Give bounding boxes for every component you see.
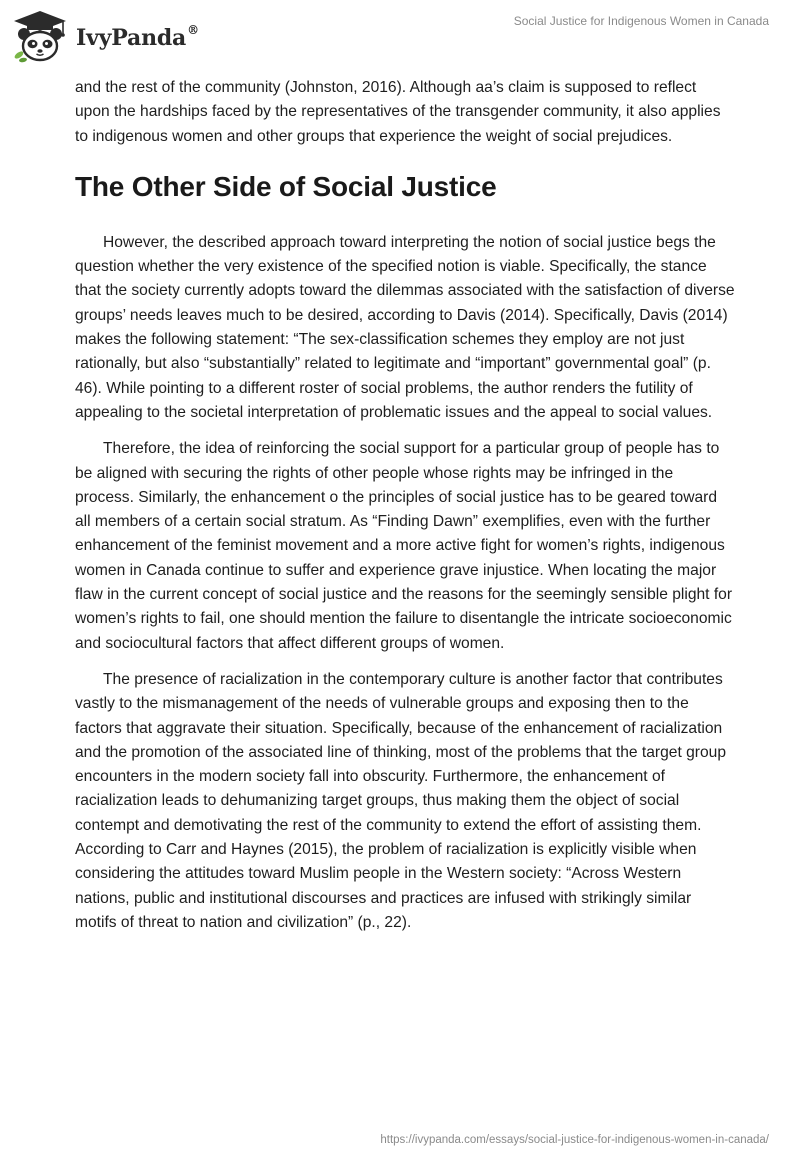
paragraph: However, the described approach toward interpreting the notion of social justice begs the question whether the very existence of the specified notion is viable. Specifically, the stance that the society currently adopts toward the dilemmas associated with the satisfaction of diverse groups’ needs leaves much to be desired, according to Davis (2014). Specifically, Davis (2014) makes the following statement: “The sex-classification schemes they employ are not just rationally, but also “substantially” related to legitimate and “important” governmental goal” (p. 46). While pointing to a different roster of social problems, the author renders the futility of appealing to the societal interpretation of problematic issues and the appeal to social values. [75,233,735,421]
source-url[interactable]: https://ivypanda.com/essays/social-justice-for-indigenous-women-in-canada/ [380,1134,769,1146]
running-title: Social Justice for Indigenous Women in Canada [513,14,769,28]
lead-paragraph: and the rest of the community (Johnston, 2016). Although aa’s claim is supposed to reflect upon the hardships faced by the representatives of the transgender community, it also applies to indigenous women and other groups that experience the weight of social prejudices. [75,79,721,145]
paragraph: Therefore, the idea of reinforcing the social support for a particular group of people has to be aligned with securing the rights of other people whose rights may be infringed in the process. Similarly, the enhancement o the principles of social justice has to be geared toward all members of a certain social stratum. As “Finding Dawn” exemplifies, even with the further enhancement of the feminist movement and a more active fight for women’s rights, indigenous women in Canada continue to suffer and experience grave injustice. When locating the major flaw in the current concept of social justice and the reasons for the seemingly sensible plight for women’s rights to fail, one should mention the failure to disentangle the intricate socioeconomic and sociocultural factors that affect different groups of women. [75,440,733,652]
brand-logo[interactable] [10,8,199,64]
article-body [75,76,735,947]
paragraph: The presence of racialization in the contemporary culture is another factor that contributes vastly to the mismanagement of the needs of vulnerable groups and exposing then to the factors that aggravate their situation. Specifically, because of the enhancement of racialization and the promotion of the associated line of thinking, most of the problems that the target group encounters in the modern society fall into obscurity. Furthermore, the enhancement of racialization leads to dehumanizing target groups, thus making them the object of social contempt and demotivating the rest of the community to extend the effort of assisting them. According to Carr and Haynes (2015), the problem of racialization is explicitly visible when considering the attitudes toward Muslim people in the Western society: “Across Western nations, public and institutional discourses and practices are infused with strikingly similar motifs of threat to nation and civilization” (p., 22). [75,670,727,931]
page-header [0,0,800,70]
section-title: The Other Side of Social Justice [75,170,497,202]
brand-name: IvyPanda® [76,22,199,51]
panda-graduate-icon [10,8,70,64]
